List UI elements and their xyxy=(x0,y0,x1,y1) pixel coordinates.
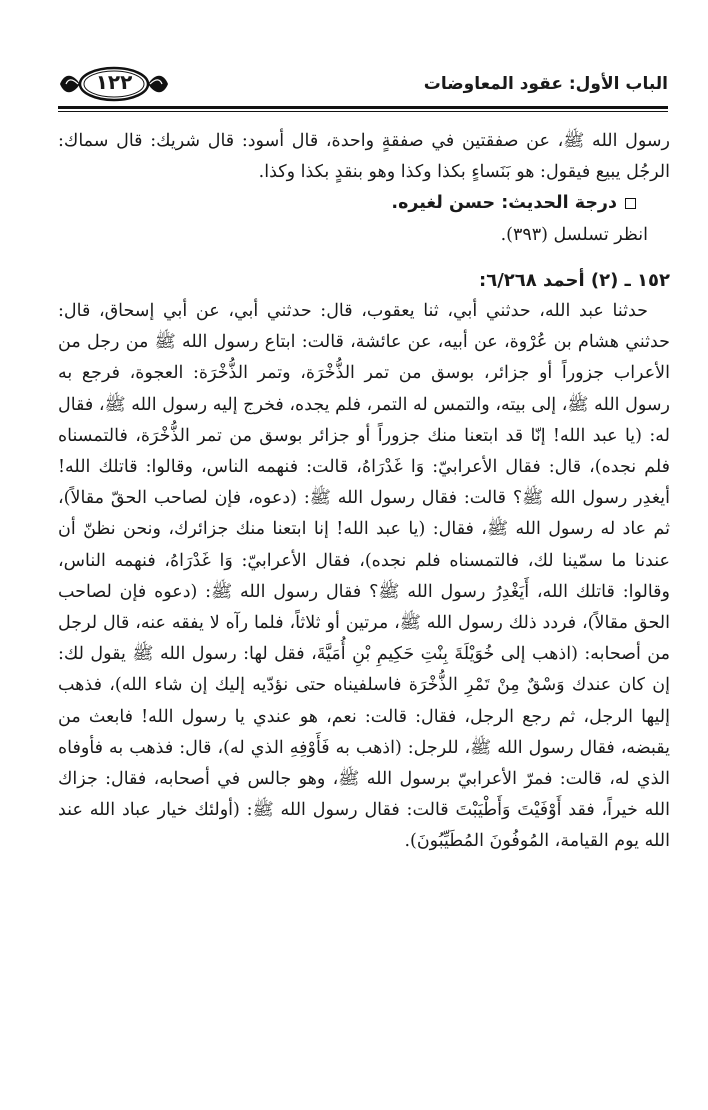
paragraph-continuation: رسول الله ﷺ، عن صفقتين في صفقةٍ واحدة، قال أسود: قال شريك: قال سماك: الرجُل يبيع فيقول: هو بَنَساءٍ بكذا وكذا وهو بنقدٍ بكذا وكذا. xyxy=(58,131,670,183)
page-number: ١٢٢ xyxy=(95,70,133,94)
square-bullet-icon xyxy=(625,198,636,209)
hadith-text: حدثنا عبد الله، حدثني أبي، ثنا يعقوب، قال: حدثني أبي، عن أبي إسحاق، قال: حدثني هشام بن عُرْوة، عن أبيه، عن عائشة، قالت: ابتاع رسول الله ﷺ من رجل من الأعراب جزوراً أو جزائر، بوسق من تمر الذُّخْرَة، وتمر الذُّخْرَة: العجوة، فرجع به رسول الله ﷺ، إلى بيته، والتمس له التمر، فلم يجده، فخرج إليه رسول الله ﷺ، فقال له: (يا عبد الله! إنّا قد ابتعنا منك جزوراً أو جزائر بوسق من تمر الذُّخْرَة، فالتمسناه فلم نجده)، قال: فقال الأعرابيّ: وَا غَدْرَاهُ، قالت: فنهمه الناس، وقالوا: قاتلك الله! أيغدِر رسول الله ﷺ؟ قالت: فقال رسول الله ﷺ: (دعوه، فإن لصاحب الحقّ مقالاً)، ثم عاد له رسول الله ﷺ، فقال: (يا عبد الله! إنا ابتعنا منك جزائرك، ونحن نظنّ أن عندنا ما سمّينا لك، فالتمسناه فلم نجده)، فقال الأعرابيّ: وَا غَدْرَاهُ، فنهمه الناس، وقالوا: قاتلك الله، أَيَغْدِرُ رسول الله ﷺ؟ فقال رسول الله ﷺ: (دعوه فإن لصاحب الحق مقالاً)، فردد ذلك رسول الله ﷺ، مرتين أو ثلاثاً، فلما رآه لا يفقه عنه، قال لرجل من أصحابه: (اذهب إلى خُوَيْلَةَ بِنْتِ حَكِيمِ بْنِ أُمَيَّةَ، فقل لها: رسول الله ﷺ يقول لك: إن كان عندك وَسْقٌ مِنْ تَمْرِ الذُّخْرَة فاسلفيناه حتى نؤدّيه إليك إن شاء الله)، فذهب إليها الرجل، ثم رجع الرجل، فقال: قالت: نعم، هو عندي يا رسول الله! فابعث من يقبضه، فقال رسول الله ﷺ، للرجل: (اذهب به فَأَوْفِهِ الذي له)، قال: فذهب به فأوفاه الذي له، قالت: فمرّ الأعرابيّ برسول الله ﷺ، وهو جالس في أصحابه، فقال: جزاك الله خيراً، فقد أَوْفَيْتَ وَأَطْيَبْتَ قالت: فقال رسول الله ﷺ: (أولئك خيار عباد الله عند الله يوم القيامة، المُوفُونَ المُطَيِّبُونَ). xyxy=(58,301,670,852)
header-rule-thin xyxy=(58,111,668,112)
running-title: الباب الأول: عقود المعاوضات xyxy=(423,74,668,94)
header-rule-thick xyxy=(58,106,668,109)
page-body xyxy=(58,126,670,858)
hadith-grade xyxy=(58,188,670,219)
grade-text: درجة الحديث: حسن لغيره. xyxy=(391,193,617,214)
cross-reference: انظر تسلسل (٣٩٣). xyxy=(500,224,648,245)
page-header xyxy=(58,62,668,114)
page-number-badge xyxy=(58,62,170,106)
hadith-heading: ١٥٢ ـ (٢) أحمد ٦/٢٦٨: xyxy=(479,269,670,291)
